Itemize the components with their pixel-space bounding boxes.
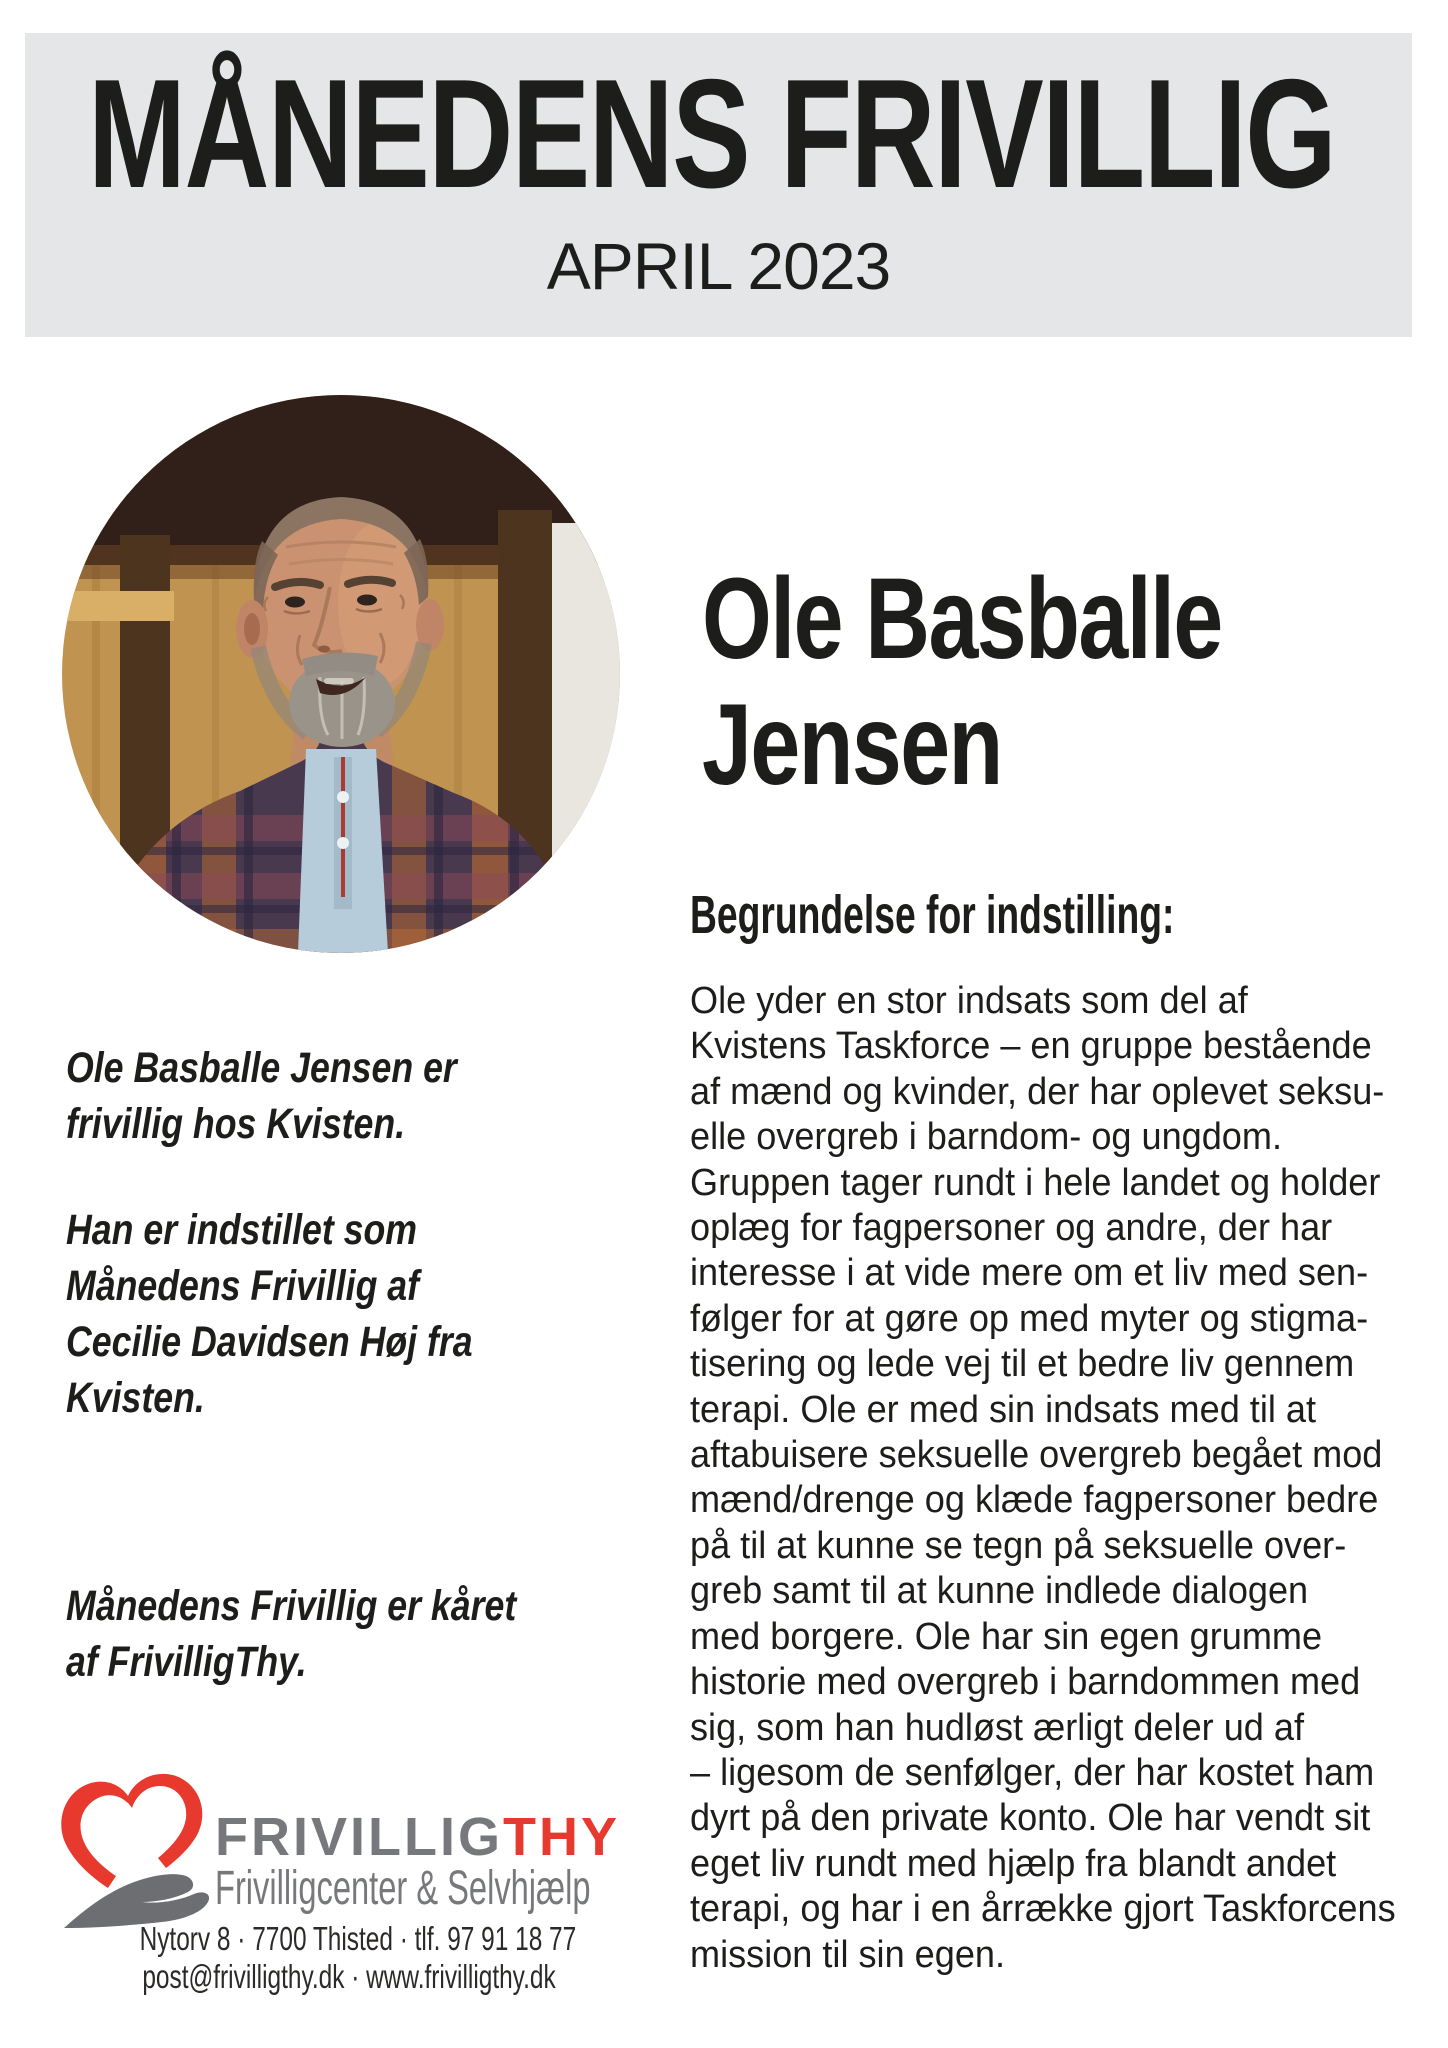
text-line: Cecilie Davidsen Høj fra <box>66 1318 473 1366</box>
header-banner <box>25 33 1412 337</box>
text-line: Jensen <box>702 681 1002 809</box>
page-title: MÅNEDENS FRIVILLIG <box>88 47 1336 220</box>
wordmark-thy: THY <box>502 1807 620 1867</box>
portrait-illustration <box>62 395 620 953</box>
contact-info <box>139 1920 577 1996</box>
text-line: – ligesom de senfølger, der har kostet ham <box>690 1751 1375 1794</box>
intro-award-text <box>66 1578 516 1690</box>
text-line: dyrt på den private konto. Ole har vendt sit <box>690 1797 1371 1840</box>
text-line: Ole Basballe <box>702 555 1222 683</box>
intro-volunteer-text <box>66 1040 457 1152</box>
logo-tagline: Frivilligcenter & Selvhjælp <box>215 1862 591 1915</box>
text-line: Gruppen tager rundt i hele landet og holder <box>690 1161 1381 1204</box>
frivilligthy-logo-icon <box>54 1768 222 1940</box>
text-line: oplæg for fagpersoner og andre, der har <box>690 1207 1333 1250</box>
text-line: terapi. Ole er med sin indsats med til at <box>690 1388 1317 1431</box>
text-line: Månedens Frivillig er kåret <box>66 1582 517 1630</box>
nomination-heading: Begrundelse for indstilling: <box>690 885 1175 945</box>
text-line: sig, som han hudløst ærligt deler ud af <box>690 1706 1305 1749</box>
text-line: af FrivilligThy. <box>66 1638 307 1686</box>
heart-hand-icon <box>54 1768 222 1940</box>
text-line: historie med overgreb i barndommen med <box>690 1661 1361 1704</box>
frivilligthy-wordmark <box>215 1807 620 1867</box>
text-line: Ole yder en stor indsats som del af <box>690 980 1248 1022</box>
text-line: elle overgreb i barndom- og ungdom. <box>690 1116 1282 1159</box>
volunteer-photo <box>62 395 620 953</box>
text-line: tisering og lede vej til et bedre liv gennem <box>690 1343 1355 1386</box>
text-line: med borgere. Ole har sin egen grumme <box>690 1615 1323 1658</box>
nomination-body-text <box>690 979 1396 1978</box>
text-line: frivillig hos Kvisten. <box>66 1100 406 1148</box>
email-website-line: post@frivilligthy.dk · www.frivilligthy.dk <box>142 1958 556 1995</box>
text-line: følger for at gøre op med myter og stigma- <box>690 1297 1369 1340</box>
text-line: på til at kunne se tegn på seksuelle over- <box>690 1524 1347 1567</box>
text-line: Kvisten. <box>66 1374 205 1422</box>
text-line: mænd/drenge og klæde fagpersoner bedre <box>690 1479 1379 1522</box>
text-line: interesse i at vide mere om et liv med sen- <box>690 1252 1369 1295</box>
text-line: Han er indstillet som <box>66 1206 418 1254</box>
text-line: aftabuisere seksuelle overgreb begået mod <box>690 1434 1383 1477</box>
text-line: af mænd og kvinder, der har oplevet seksu- <box>690 1070 1385 1113</box>
text-line: Månedens Frivillig af <box>66 1262 420 1310</box>
text-line: terapi, og har i en årrække gjort Taskforcens <box>690 1888 1396 1931</box>
wordmark-frivillig: FRIVILLIG <box>215 1807 503 1867</box>
text-line: greb samt til at kunne indlede dialogen <box>690 1570 1309 1613</box>
address-phone-line: Nytorv 8 · 7700 Thisted · tlf. 97 91 18 77 <box>139 1920 577 1957</box>
text-line: mission til sin egen. <box>690 1933 1006 1976</box>
text-line: Kvistens Taskforce – en gruppe bestående <box>690 1025 1372 1068</box>
volunteer-name-heading <box>702 556 1222 808</box>
intro-nominated-text <box>66 1202 473 1426</box>
text-line: Ole Basballe Jensen er <box>66 1044 457 1092</box>
text-line: eget liv rundt med hjælp fra blandt andet <box>690 1842 1337 1885</box>
page-subtitle: APRIL 2023 <box>546 229 891 303</box>
